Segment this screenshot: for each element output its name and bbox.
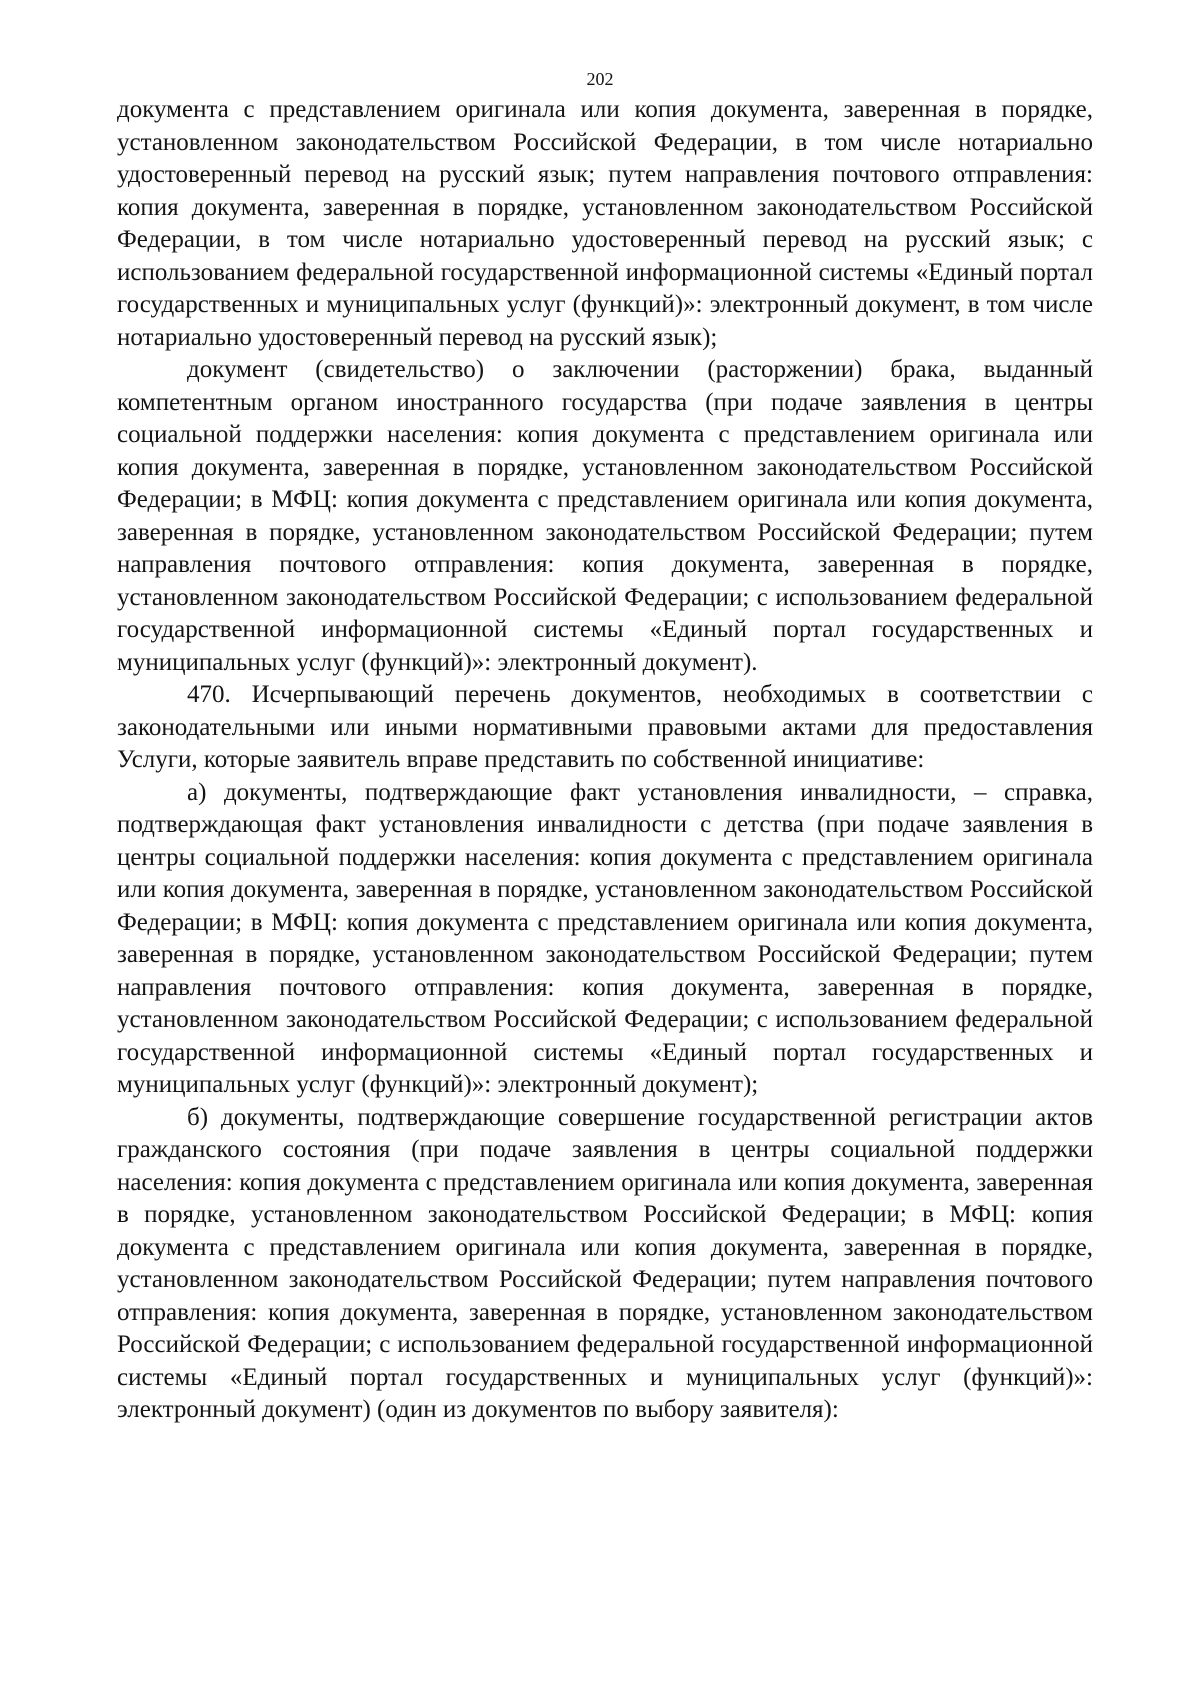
paragraph-item-b: б) документы, подтверждающие совершение государственной регистрации актов гражданского состояния (при подаче заявления в центры социальной поддержки населения: копия документа с представлением оригинала или копия документа, заверенная в порядке, установленном законодательством Российской Федерации; в МФЦ: копия документа с представлением оригинала или копия документа, заверенная в порядке, установленном законодательством Российской Федерации; путем направления почтового отправления: копия документа, заверенная в порядке, установленном законодательством Российской Федерации; с использованием федеральной государственной информационной системы «Единый портал государственных и муниципальных услуг (функций)»: электронный документ) (один из документов по выбору заявителя): — [117, 1103, 1093, 1423]
paragraph-marriage-certificate: документ (свидетельство) о заключении (расторжении) брака, выданный компетентным органом иностранного государства (при подаче заявления в центры социальной поддержки населения: копия документа с представлением оригинала или копия документа, заверенная в порядке, установленном законодательством Российской Федерации; в МФЦ: копия документа с представлением оригинала или копия документа, заверенная в порядке, установленном законодательством Российской Федерации; путем направления почтового отправления: копия документа, заверенная в порядке, установленном законодательством Российской Федерации; с использованием федеральной государственной информационной системы «Единый портал государственных и муниципальных услуг (функций)»: электронный документ). — [117, 356, 1093, 676]
page-number: 202 — [586, 69, 614, 89]
paragraph-470: 470. Исчерпывающий перечень документов, необходимых в соответствии с законодательными или иными нормативными правовыми актами для предоставления Услуги, которые заявитель вправе представить по собственной инициативе: — [117, 681, 1093, 773]
document-body — [117, 94, 1093, 1427]
paragraph-item-a: а) документы, подтверждающие факт установления инвалидности, – справка, подтверждающая факт установления инвалидности с детства (при подаче заявления в центры социальной поддержки населения: копия документа с представлением оригинала или копия документа, заверенная в порядке, установленном законодательством Российской Федерации; в МФЦ: копия документа с представлением оригинала или копия документа, заверенная в порядке, установленном законодательством Российской Федерации; путем направления почтового отправления: копия документа, заверенная в порядке, установленном законодательством Российской Федерации; с использованием федеральной государственной информационной системы «Единый портал государственных и муниципальных услуг (функций)»: электронный документ); — [117, 778, 1093, 1098]
paragraph-continuation: документа с представлением оригинала или копия документа, заверенная в порядке, установленном законодательством Российской Федерации, в том числе нотариально удостоверенный перевод на русский язык; путем направления почтового отправления: копия документа, заверенная в порядке, установленном законодательством Российской Федерации, в том числе нотариально удостоверенный перевод на русский язык; с использованием федеральной государственной информационной системы «Единый портал государственных и муниципальных услуг (функций)»: электронный документ, в том числе нотариально удостоверенный перевод на русский язык); — [117, 96, 1093, 351]
